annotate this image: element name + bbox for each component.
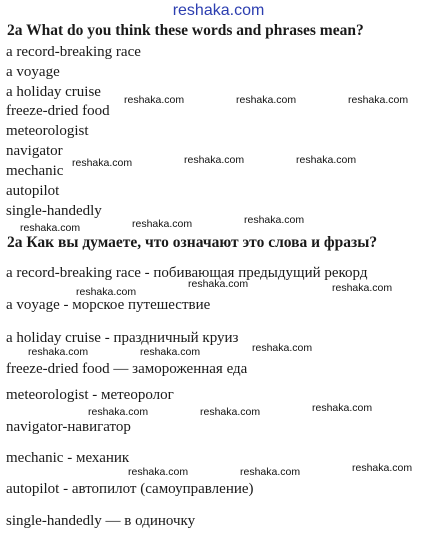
list-item: a record-breaking race [6,44,141,60]
list-item: freeze-dried food [6,103,110,119]
list-item: a holiday cruise - праздничный круиз [6,330,239,346]
list-item: a voyage [6,64,60,80]
list-item: single-handedly — в одиночку [6,513,196,529]
list-item: meteorologist - метеоролог [6,387,174,403]
site-title: reshaka.com [172,2,265,19]
watermark: reshaka.com [124,94,185,106]
list-item: freeze-dried food — замороженная еда [6,361,248,377]
list-item: autopilot [6,183,60,199]
watermark: reshaka.com [296,154,357,166]
list-item: a holiday cruise [6,84,101,100]
list-item: mechanic [6,163,64,179]
watermark: reshaka.com [252,342,313,354]
watermark: reshaka.com [332,282,393,294]
watermark: reshaka.com [76,286,137,298]
watermark: reshaka.com [184,154,245,166]
list-item: navigator-навигатор [6,419,131,435]
list-item: single-handedly [6,203,102,219]
watermark: reshaka.com [20,222,81,234]
watermark: reshaka.com [72,157,133,169]
section1-heading: 2a What do you think these words and phrases mean? [7,22,364,39]
watermark: reshaka.com [236,94,297,106]
watermark: reshaka.com [244,214,305,226]
watermark: reshaka.com [348,94,409,106]
list-item: navigator [6,143,63,159]
watermark: reshaka.com [28,346,89,358]
watermark: reshaka.com [352,462,413,474]
watermark: reshaka.com [312,402,373,414]
watermark: reshaka.com [88,406,149,418]
watermark: reshaka.com [140,346,201,358]
list-item: a voyage - морское путешествие [6,297,211,313]
list-item: mechanic - механик [6,450,130,466]
list-item: a record-breaking race - побивающая предыдущий рекорд [6,265,368,281]
section2-heading: 2a Как вы думаете, что означают это слова и фразы? [7,234,378,251]
watermark: reshaka.com [132,218,193,230]
watermark: reshaka.com [200,406,261,418]
watermark: reshaka.com [240,466,301,478]
watermark: reshaka.com [128,466,189,478]
watermark: reshaka.com [188,278,249,290]
list-item: meteorologist [6,123,89,139]
list-item: autopilot - автопилот (самоуправление) [6,481,254,497]
